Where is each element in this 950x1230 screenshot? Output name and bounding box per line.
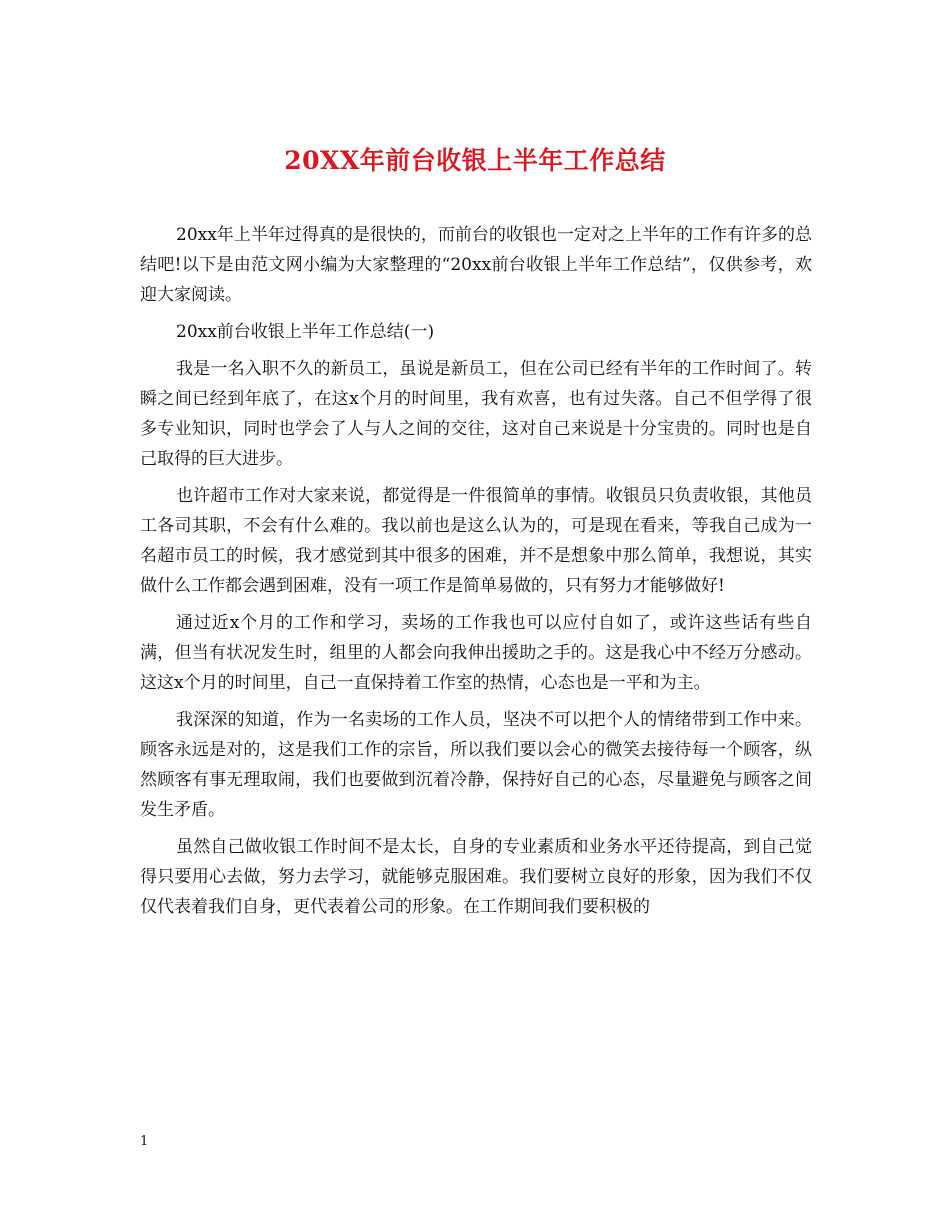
paragraph: 我深深的知道，作为一名卖场的工作人员，坚决不可以把个人的情绪带到工作中来。顾客永远是对的，这是我们工作的宗旨，所以我们要以会心的微笑去接待每一个顾客，纵然顾客有事无理取闹，我们也要做到沉着冷静，保持好自己的心态，尽量避免与顾客之间发生矛盾。 (140, 710, 812, 820)
paragraph-intro: 20xx年上半年过得真的是很快的，而前台的收银也一定对之上半年的工作有许多的总结吧!以下是由范文网小编为大家整理的“20xx前台收银上半年工作总结”，仅供参考，欢迎大家阅读。 (140, 225, 812, 305)
paragraph: 通过近x个月的工作和学习，卖场的工作我也可以应付自如了，或许这些话有些自满，但当有状况发生时，组里的人都会向我伸出援助之手的。这是我心中不经万分感动。这这x个月的时间里，自己一直保持着工作室的热情，心态也是一平和为主。 (140, 613, 812, 693)
paragraph: 虽然自己做收银工作时间不是太长，自身的专业素质和业务水平还待提高，到自己觉得只要用心去做，努力去学习，就能够克服困难。我们要树立良好的形象，因为我们不仅仅代表着我们自身，更代表着公司的形象。在工作期间我们要积极的 (140, 837, 812, 917)
section-heading: 20xx前台收银上半年工作总结(一) (176, 322, 435, 342)
paragraph: 我是一名入职不久的新员工，虽说是新员工，但在公司已经有半年的工作时间了。转瞬之间已经到年底了，在这x个月的时间里，我有欢喜，也有过失落。自己不但学得了很多专业知识，同时也学会了人与人之间的交往，这对自己来说是十分宝贵的。同时也是自己取得的巨大进步。 (140, 359, 812, 469)
document-title: 20XX年前台收银上半年工作总结 (284, 146, 666, 175)
paragraph: 也许超市工作对大家来说，都觉得是一件很简单的事情。收银员只负责收银，其他员工各司其职，不会有什么难的。我以前也是这么认为的，可是现在看来，等我自己成为一名超市员工的时候，我才感觉到其中很多的困难，并不是想象中那么简单，我想说，其实做什么工作都会遇到困难，没有一项工作是简单易做的，只有努力才能够做好! (140, 486, 812, 596)
document-body (140, 220, 812, 929)
page-number: 1 (140, 1134, 149, 1149)
